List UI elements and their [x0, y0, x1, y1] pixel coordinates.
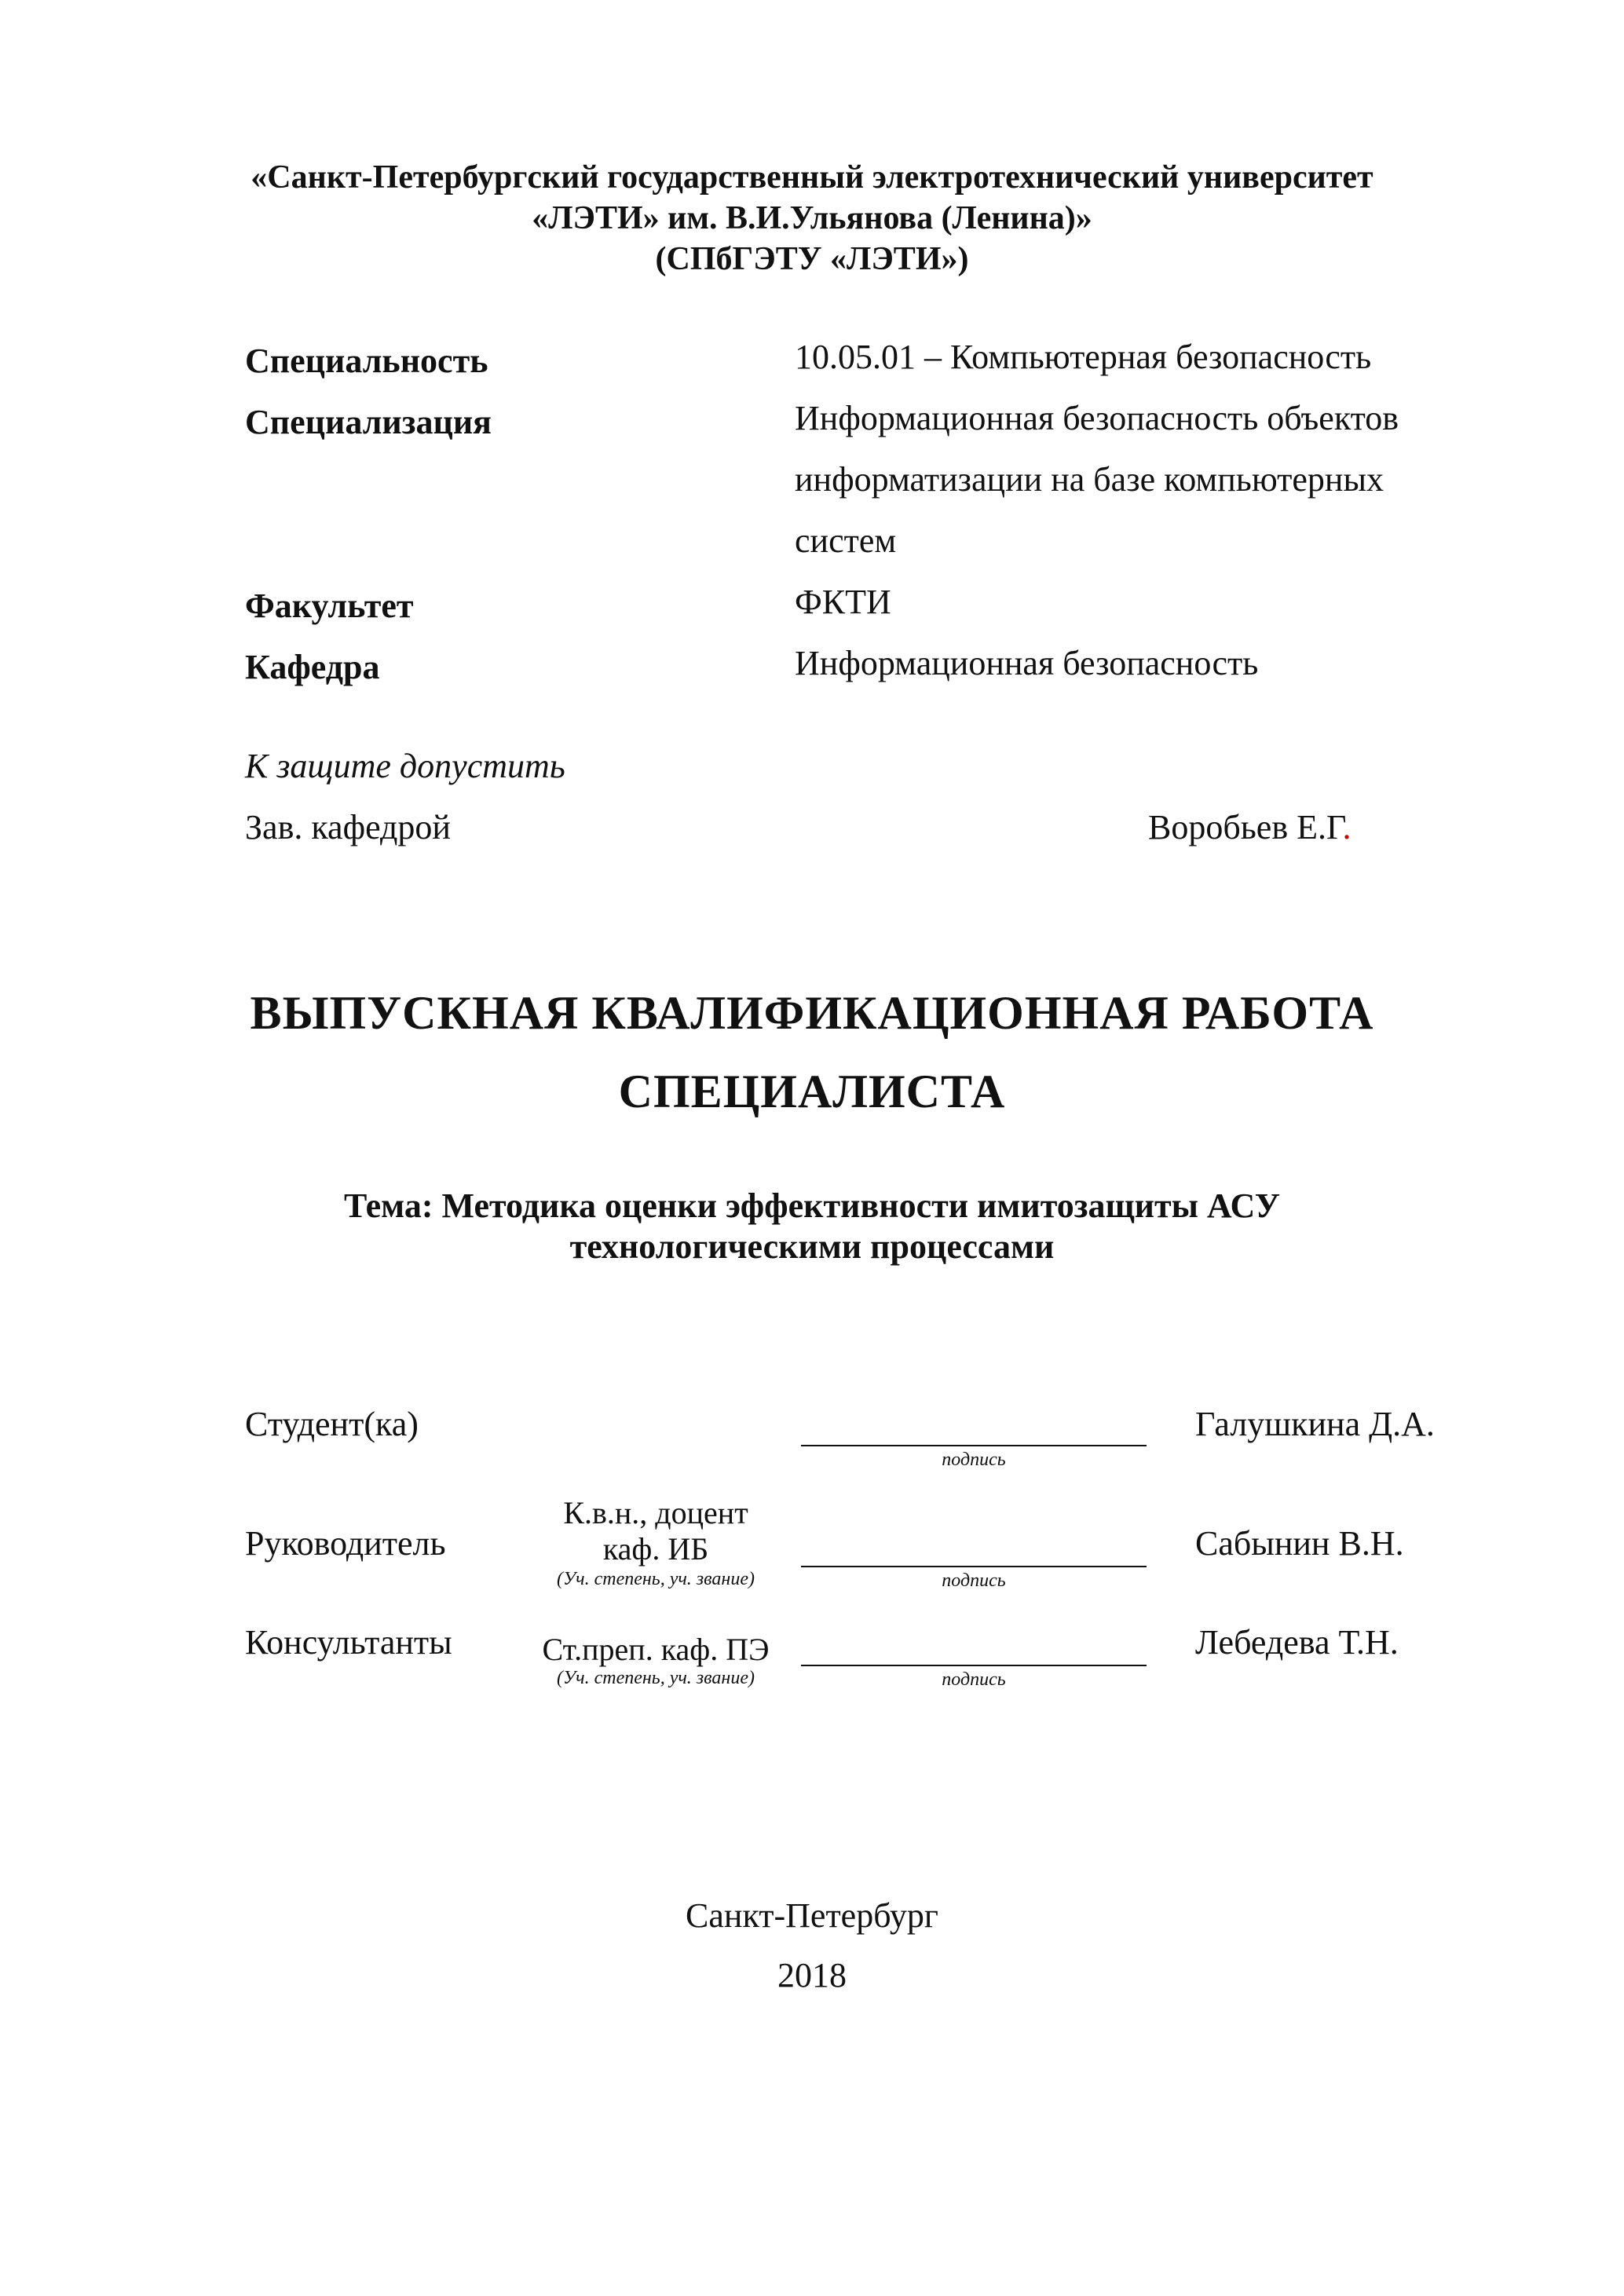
- specialization-value-line-2: информатизации на базе компьютерных: [795, 460, 1384, 499]
- supervisor-signature-caption: подпись: [942, 1570, 1006, 1591]
- faculty-value: ФКТИ: [795, 583, 891, 621]
- specialty-value: 10.05.01 – Компьютерная безопасность: [795, 338, 1372, 376]
- theme-line-2: технологическими процессами: [569, 1227, 1055, 1266]
- department-label: Кафедра: [245, 648, 380, 686]
- consultant-name: Лебедева Т.Н.: [1195, 1623, 1399, 1662]
- city: Санкт-Петербург: [686, 1896, 938, 1935]
- work-title-line-1: ВЫПУСКНАЯ КВАЛИФИКАЦИОННАЯ РАБОТА: [250, 987, 1374, 1039]
- department-value: Информационная безопасность: [795, 644, 1259, 682]
- supervisor-label: Руководитель: [245, 1524, 446, 1563]
- year: 2018: [777, 1956, 847, 1994]
- specialization-value-line-1: Информационная безопасность объектов: [795, 399, 1399, 437]
- consultant-degree: Ст.преп. каф. ПЭ: [542, 1632, 770, 1667]
- supervisor-signature-line: [801, 1566, 1147, 1567]
- university-name-line-1: «Санкт-Петербургский государственный электротехнический университет: [251, 159, 1373, 196]
- head-name-text: Воробьев Е.Г: [1148, 808, 1343, 846]
- student-signature-caption: подпись: [942, 1450, 1006, 1470]
- work-title-line-2: СПЕЦИАЛИСТА: [618, 1066, 1006, 1117]
- university-abbreviation: (СПбГЭТУ «ЛЭТИ»): [655, 241, 969, 277]
- head-of-department-name: [1148, 807, 1351, 847]
- student-signature-line: [801, 1445, 1147, 1446]
- theme-line-1: Тема: Методика оценки эффективности имитозащиты АСУ: [343, 1186, 1281, 1225]
- student-name: Галушкина Д.А.: [1195, 1405, 1435, 1443]
- specialization-label: Специализация: [245, 403, 492, 441]
- supervisor-name: Сабынин В.Н.: [1195, 1524, 1404, 1563]
- consultant-label: Консультанты: [245, 1623, 452, 1662]
- supervisor-degree-line-2: каф. ИБ: [602, 1531, 709, 1567]
- student-label: Студент(ка): [245, 1405, 419, 1443]
- specialty-label: Специальность: [245, 342, 488, 380]
- specialization-value-line-3: систем: [795, 521, 897, 560]
- admit-to-defense: К защите допустить: [245, 747, 565, 785]
- supervisor-degree-caption: (Уч. степень, уч. звание): [557, 1569, 755, 1589]
- head-name-dot: .: [1342, 808, 1352, 846]
- consultant-degree-caption: (Уч. степень, уч. звание): [557, 1668, 755, 1688]
- university-name-line-2: «ЛЭТИ» им. В.И.Ульянова (Ленина)»: [532, 200, 1092, 236]
- supervisor-degree-line-1: К.в.н., доцент: [563, 1495, 748, 1530]
- consultant-signature-line: [801, 1665, 1147, 1666]
- consultant-signature-caption: подпись: [942, 1669, 1006, 1690]
- faculty-label: Факультет: [245, 587, 414, 625]
- head-of-department-label: Зав. кафедрой: [245, 808, 451, 846]
